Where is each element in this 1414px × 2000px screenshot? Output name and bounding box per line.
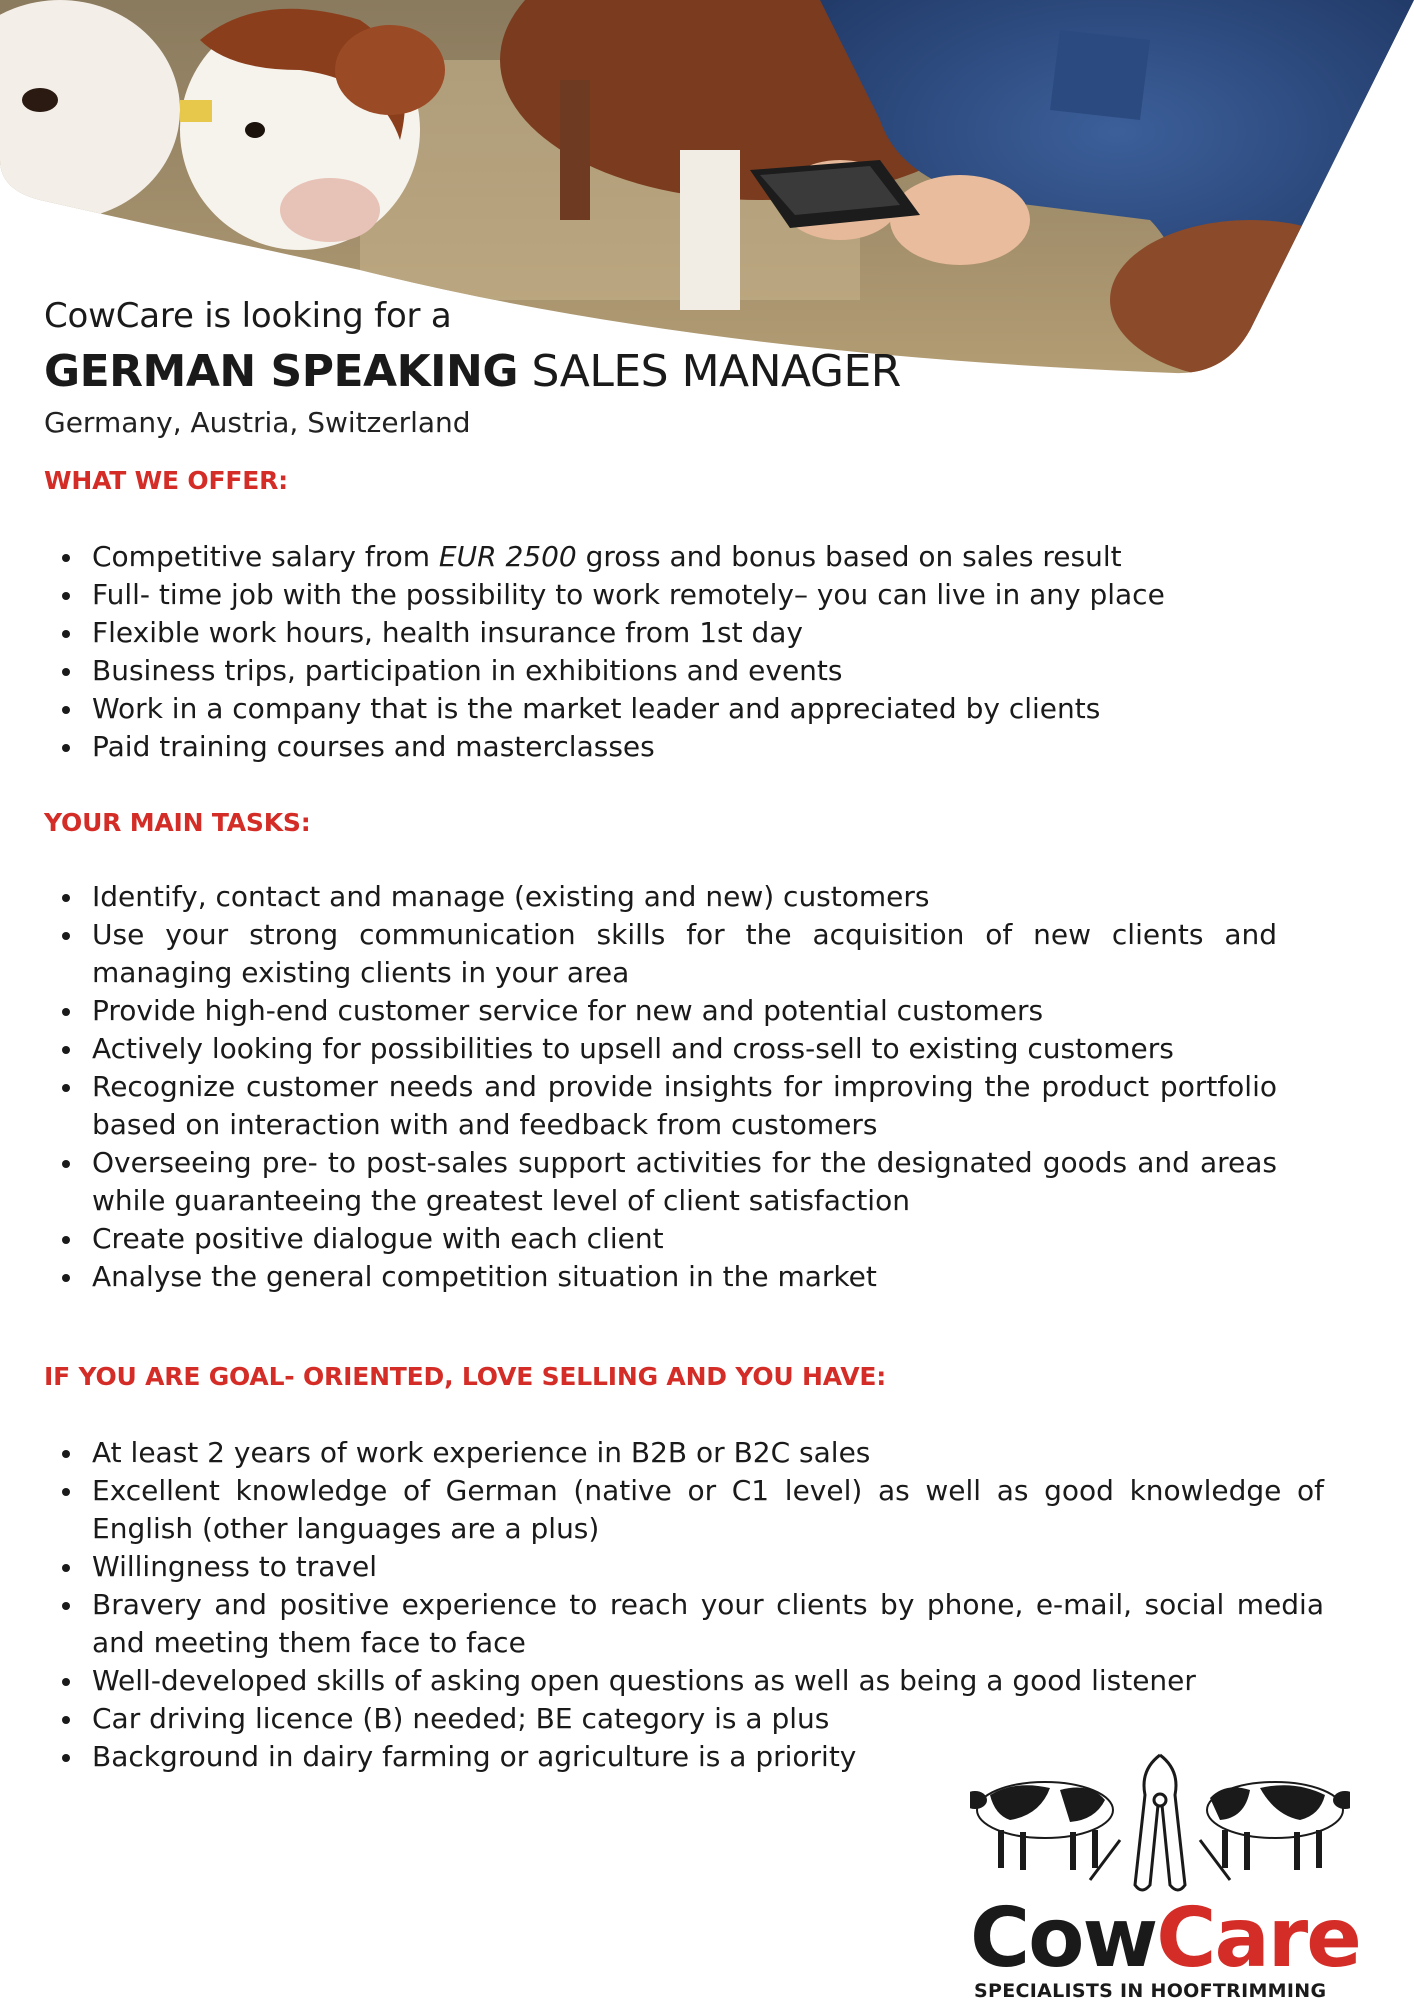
requirements-heading: IF YOU ARE GOAL- ORIENTED, LOVE SELLING AND YOU HAVE: [44, 1362, 887, 1391]
cowcare-logo [960, 1750, 1360, 2000]
offer-item-text-before: Competitive salary from [92, 540, 439, 573]
list-item: Car driving licence (B) needed; BE category is a plus [62, 1700, 1324, 1738]
cows-hoof-knife-icon [970, 1750, 1350, 1900]
brand-wordmark [970, 1891, 1360, 1986]
list-item: Well-developed skills of asking open questions as well as being a good listener [62, 1662, 1324, 1700]
list-item: Excellent knowledge of German (native or C1 level) as well as good knowledge of English (other languages are a plus) [62, 1472, 1324, 1548]
job-title [44, 346, 901, 397]
offer-item-text-after: gross and bonus based on sales result [576, 540, 1122, 573]
offer-heading: WHAT WE OFFER: [44, 466, 288, 495]
list-item: Identify, contact and manage (existing and new) customers [62, 878, 1277, 916]
requirements-list [62, 1434, 1324, 1776]
list-item: Provide high-end customer service for new and potential customers [62, 992, 1277, 1030]
list-item: Work in a company that is the market leader and appreciated by clients [62, 690, 1165, 728]
list-item: Background in dairy farming or agriculture is a priority [62, 1738, 1324, 1776]
list-item: Full- time job with the possibility to work remotely– you can live in any place [62, 576, 1165, 614]
offer-list [62, 538, 1165, 766]
intro-text: CowCare is looking for a [44, 296, 452, 336]
job-locations: Germany, Austria, Switzerland [44, 406, 471, 439]
tasks-heading: YOUR MAIN TASKS: [44, 808, 311, 837]
list-item: At least 2 years of work experience in B2B or B2C sales [62, 1434, 1324, 1472]
list-item: Paid training courses and masterclasses [62, 728, 1165, 766]
job-title-bold: GERMAN SPEAKING [44, 346, 518, 397]
list-item: Bravery and positive experience to reach your clients by phone, e-mail, social media and meeting them face to face [62, 1586, 1324, 1662]
brand-part-cow: Cow [970, 1891, 1157, 1986]
list-item: Willingness to travel [62, 1548, 1324, 1586]
list-item: Analyse the general competition situation in the market [62, 1258, 1277, 1296]
offer-item-salary: EUR 2500 [438, 540, 577, 573]
tasks-list [62, 878, 1277, 1296]
list-item: Flexible work hours, health insurance from 1st day [62, 614, 1165, 652]
job-title-light: SALES MANAGER [531, 346, 901, 397]
list-item: Actively looking for possibilities to upsell and cross-sell to existing customers [62, 1030, 1277, 1068]
list-item [62, 538, 1165, 576]
list-item: Recognize customer needs and provide insights for improving the product portfolio based on interaction with and feedback from customers [62, 1068, 1277, 1144]
brand-tagline: SPECIALISTS IN HOOFTRIMMING [974, 1980, 1327, 2000]
brand-part-care: Care [1156, 1891, 1360, 1986]
list-item: Overseeing pre- to post-sales support activities for the designated goods and areas while guaranteeing the greatest level of client satisfaction [62, 1144, 1277, 1220]
list-item: Business trips, participation in exhibitions and events [62, 652, 1165, 690]
list-item: Use your strong communication skills for the acquisition of new clients and managing existing clients in your area [62, 916, 1277, 992]
list-item: Create positive dialogue with each client [62, 1220, 1277, 1258]
